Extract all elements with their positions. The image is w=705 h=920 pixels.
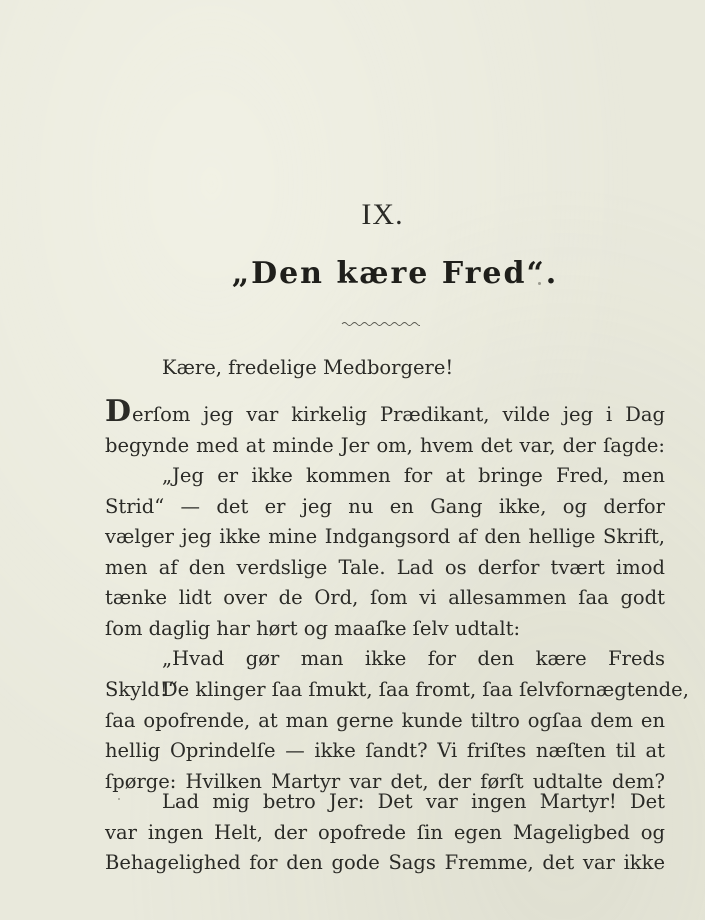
text-line: hellig Oprindelſe — ikke ſandt? Vi friſtes næſten til at: [105, 739, 665, 762]
paragraph-2: [105, 675, 689, 797]
paper-speck: [538, 282, 541, 285]
paragraph-1: [105, 394, 689, 705]
text-line: Strid“ — det er jeg nu en Gang ikke, og derfor: [105, 494, 665, 518]
text-line: tænke lidt over de Ord, ſom vi allesammen ſaa godt: [105, 586, 665, 609]
text-line: vælger jeg ikke mine Indgangsord af den hellige Skrift,: [105, 525, 665, 548]
chapter-number: IX.: [361, 198, 404, 231]
text-line: men af den verdslige Tale. Lad os derfor tvært imod: [105, 555, 665, 579]
paragraph-3: [105, 787, 665, 879]
wavy-divider-ornament: [340, 318, 420, 330]
paper-speck: [118, 798, 120, 800]
text-line: Skyld!“: [105, 677, 178, 701]
text-line: „Jeg er ikke kommen for at bringe Fred, men: [162, 464, 665, 487]
chapter-title: „Den kære Fred“.: [231, 256, 559, 291]
salutation: Kære, fredelige Medborgere!: [162, 356, 454, 379]
text-line: ſaa opofrende, at man gerne kunde tiltro ogſaa dem en: [105, 708, 665, 732]
drop-cap: D: [105, 394, 132, 429]
text-line: Behagelighed for den gode Sags Fremme, det var ikke: [105, 851, 665, 874]
text-line: ſpørge: Hvilken Martyr var det, der førſt udtalte dem?: [105, 769, 665, 793]
text-line: Lad mig betro Jer: Det var ingen Martyr! Det: [162, 790, 665, 813]
text-line: De klinger ſaa ſmukt, ſaa fromt, ſaa ſelvfornægtende,: [162, 678, 689, 701]
text-line: begynde med at minde Jer om, hvem det var, der ſagde:: [105, 433, 665, 457]
text-line: var ingen Helt, der opofrede ſin egen Mageligbed og: [105, 820, 665, 844]
text-line: ſom daglig har hørt og maaſke ſelv udtalt:: [105, 616, 521, 640]
text-line: „Hvad gør man ikke for den kære Freds: [162, 647, 665, 670]
text-line: Derſom jeg var kirkelig Prædikant, vilde jeg i Dag: [105, 394, 665, 429]
